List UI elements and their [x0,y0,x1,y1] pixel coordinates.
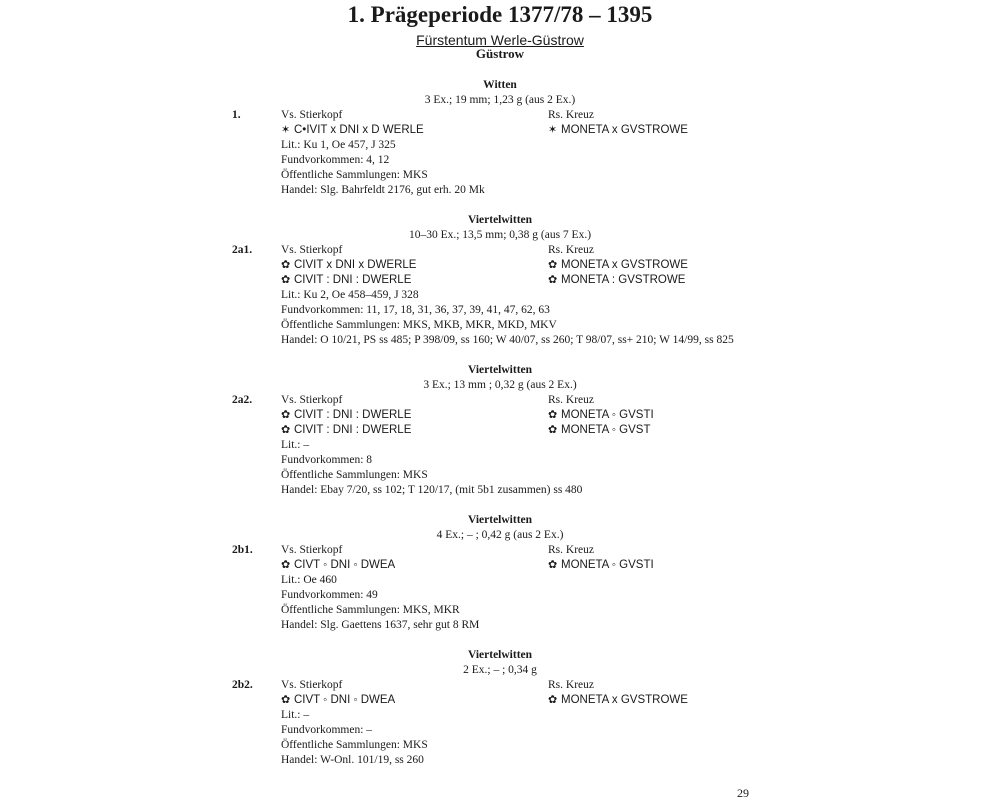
coin-summary: 10–30 Ex.; 13,5 mm; 0,38 g (aus 7 Ex.) [408,229,592,241]
page-number: 29 [737,786,749,800]
reverse-label: Rs. Kreuz [548,244,594,256]
coin-type-heading: Viertelwitten [467,364,533,376]
rosette-icon: ✿ [548,558,558,571]
obverse-legend: ✿ CIVT ◦ DNI ◦ DWEA [281,558,396,571]
obverse-legend: ✿ CIVIT x DNI x DWERLE [281,258,417,271]
rosette-icon: ✿ [281,258,291,271]
reverse-legend: ✿ MONETA ◦ GVSTI [548,558,654,571]
reverse-label: Rs. Kreuz [548,544,594,556]
coin-type-heading: Viertelwitten [467,514,533,526]
reverse-label: Rs. Kreuz [548,394,594,406]
reverse-legend: ✿ MONETA x GVSTROWE [548,258,688,271]
reverse-legend: ✿ MONETA ◦ GVST [548,423,651,436]
collections-line: Öffentliche Sammlungen: MKS [281,739,428,751]
obverse-label: Vs. Stierkopf [281,109,343,121]
literature-line: Lit.: – [281,709,310,721]
coin-type-heading: Witten [483,79,517,91]
hoard-finds-line: Fundvorkommen: 8 [281,454,373,466]
principality-heading: Fürstentum Werle-Güstrow [416,32,584,48]
collections-line: Öffentliche Sammlungen: MKS [281,469,428,481]
obverse-label: Vs. Stierkopf [281,394,343,406]
catalog-number: 2b2. [232,679,253,691]
obverse-legend: ✶ C•IVIT x DNI x D WERLE [281,123,424,136]
obverse-label: Vs. Stierkopf [281,244,343,256]
coin-summary: 2 Ex.; – ; 0,34 g [463,664,537,676]
trade-line: Handel: Slg. Gaettens 1637, sehr gut 8 RM [281,619,480,631]
literature-line: Lit.: – [281,439,310,451]
hoard-finds-line: Fundvorkommen: 4, 12 [281,154,390,166]
trade-line: Handel: W-Onl. 101/19, ss 260 [281,754,424,766]
reverse-legend: ✿ MONETA x GVSTROWE [548,693,688,706]
reverse-legend: ✿ MONETA ◦ GVSTI [548,408,654,421]
obverse-legend: ✿ CIVIT : DNI : DWERLE [281,423,412,436]
coin-type-heading: Viertelwitten [467,214,533,226]
coin-type-heading: Viertelwitten [467,649,533,661]
trade-line: Handel: Ebay 7/20, ss 102; T 120/17, (mit 5b1 zusammen) ss 480 [281,484,583,496]
catalog-number: 1. [232,109,241,121]
obverse-label: Vs. Stierkopf [281,679,343,691]
obverse-legend: ✿ CIVIT : DNI : DWERLE [281,408,412,421]
reverse-label: Rs. Kreuz [548,679,594,691]
hoard-finds-line: Fundvorkommen: 11, 17, 18, 31, 36, 37, 39, 41, 47, 62, 63 [281,304,550,316]
literature-line: Lit.: Ku 1, Oe 457, J 325 [281,139,396,151]
coin-summary: 4 Ex.; – ; 0,42 g (aus 2 Ex.) [436,529,564,541]
rosette-icon: ✿ [281,273,291,286]
rosette-icon: ✿ [548,693,558,706]
star-icon: ✶ [281,123,291,136]
catalog-number: 2a2. [232,394,253,406]
catalog-number: 2a1. [232,244,253,256]
rosette-icon: ✿ [281,558,291,571]
rosette-icon: ✿ [281,408,291,421]
star-icon: ✶ [548,123,558,136]
mint-heading: Güstrow [475,46,525,61]
coin-summary: 3 Ex.; 13 mm ; 0,32 g (aus 2 Ex.) [423,379,577,391]
obverse-legend: ✿ CIVIT : DNI : DWERLE [281,273,412,286]
obverse-legend: ✿ CIVT ◦ DNI ◦ DWEA [281,693,396,706]
page-title: 1. Prägeperiode 1377/78 – 1395 [347,2,653,27]
hoard-finds-line: Fundvorkommen: 49 [281,589,378,601]
trade-line: Handel: O 10/21, PS ss 485; P 398/09, ss 160; W 40/07, ss 260; T 98/07, ss+ 210; W 14/99, ss 825 [281,334,734,346]
rosette-icon: ✿ [548,408,558,421]
rosette-icon: ✿ [281,693,291,706]
collections-line: Öffentliche Sammlungen: MKS, MKR [281,604,460,616]
literature-line: Lit.: Ku 2, Oe 458–459, J 328 [281,289,419,301]
reverse-legend: ✶ MONETA x GVSTROWE [548,123,688,136]
collections-line: Öffentliche Sammlungen: MKS [281,169,428,181]
hoard-finds-line: Fundvorkommen: – [281,724,373,736]
reverse-legend: ✿ MONETA : GVSTROWE [548,273,686,286]
catalog-number: 2b1. [232,544,253,556]
collections-line: Öffentliche Sammlungen: MKS, MKB, MKR, MKD, MKV [281,319,557,331]
rosette-icon: ✿ [281,423,291,436]
obverse-label: Vs. Stierkopf [281,544,343,556]
literature-line: Lit.: Oe 460 [281,574,337,586]
trade-line: Handel: Slg. Bahrfeldt 2176, gut erh. 20 Mk [281,184,485,196]
rosette-icon: ✿ [548,273,558,286]
rosette-icon: ✿ [548,423,558,436]
reverse-label: Rs. Kreuz [548,109,594,121]
coin-summary: 3 Ex.; 19 mm; 1,23 g (aus 2 Ex.) [424,94,576,106]
rosette-icon: ✿ [548,258,558,271]
